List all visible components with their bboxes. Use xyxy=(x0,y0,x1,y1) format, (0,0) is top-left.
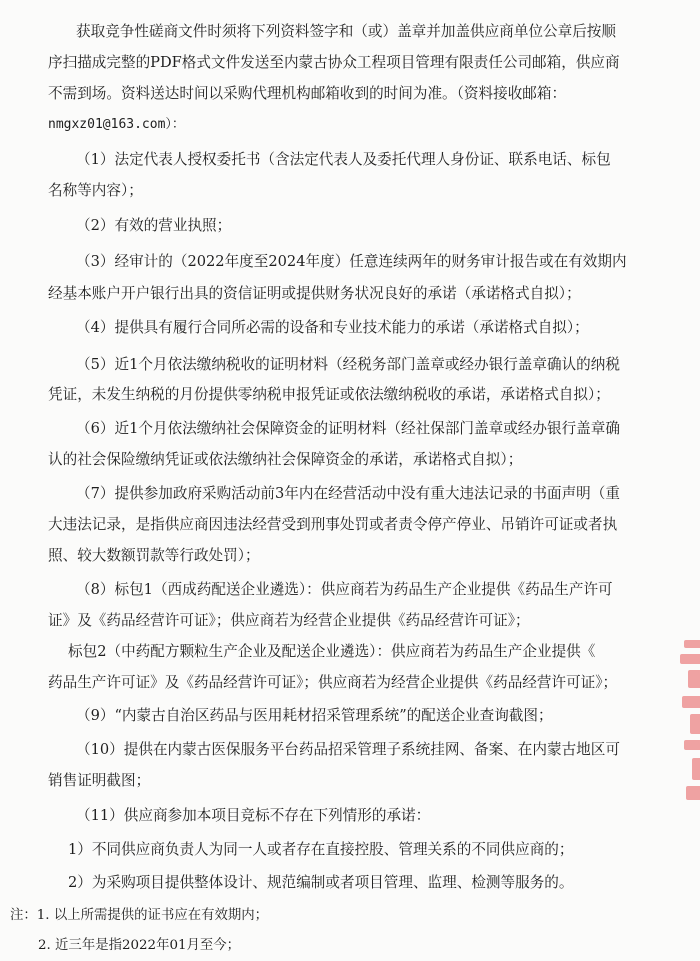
text-line: 经基本账户开户银行出具的资信证明或提供财务状况良好的承诺（承诺格式自拟）； xyxy=(48,285,581,302)
list-item-11: （11）供应商参加本项目竞标不存在下列情形的承诺： xyxy=(76,807,431,824)
text-line: 照、较大数额罚款等行政处罚）； xyxy=(48,547,260,564)
email-line: nmgxz01@163.com）： xyxy=(48,117,185,132)
text-line: 认的社会保险缴纳凭证或依法缴纳社会保障资金的承诺，承诺格式自拟）； xyxy=(48,451,523,468)
list-item-7: （7）提供参加政府采购活动前3年内在经营活动中没有重大违法记录的书面声明（重 xyxy=(76,485,620,502)
text-line: 获取竞争性磋商文件时须将下列资料签字和（或）盖章并加盖供应商单位公章后按顺 xyxy=(76,23,616,40)
text-line: 证》及《药品经营许可证》；供应商若为经营企业提供《药品经营许可证》； xyxy=(48,612,530,629)
text-line: 销售证明截图； xyxy=(48,772,151,789)
list-item-5: （5）近1个月依法缴纳税收的证明材料（经税务部门盖章或经办银行盖章确认的纳税 xyxy=(76,356,620,373)
note-line-2: 2. 近三年是指2022年01月至今； xyxy=(38,938,241,953)
list-item-2: （2）有效的营业执照； xyxy=(76,217,232,234)
list-item-9: （9）“内蒙古自治区药品与医用耗材招采管理系统”的配送企业查询截图； xyxy=(76,707,553,724)
list-item-6: （6）近1个月依法缴纳社会保障资金的证明材料（经社保部门盖章或经办银行盖章确 xyxy=(76,420,620,437)
list-item-1: （1）法定代表人授权委托书（含法定代表人及委托代理人身份证、联系电话、标包 xyxy=(76,151,611,168)
package-2-line: 标包2（中药配方颗粒生产企业及配送企业遴选）：供应商若为药品生产企业提供《 xyxy=(68,643,596,660)
list-item-3: （3）经审计的（2022年度至2024年度）任意连续两年的财务审计报告或在有效期内 xyxy=(76,253,627,270)
sub-item-1: 1）不同供应商负责人为同一人或者存在直接控股、管理关系的不同供应商的； xyxy=(68,841,574,858)
seal-stamp-fragment xyxy=(678,640,700,810)
text-line: 凭证，未发生纳税的月份提供零纳税申报凭证或依法缴纳税收的承诺，承诺格式自拟）； xyxy=(48,386,610,403)
text-line: 不需到场。资料送达时间以采购代理机构邮箱收到的时间为准。（资料接收邮箱： xyxy=(48,85,567,102)
sub-item-2: 2）为采购项目提供整体设计、规范编制或者项目管理、监理、检测等服务的。 xyxy=(68,874,574,891)
text-line: 大违法记录，是指供应商因违法经营受到刑事处罚或者责令停产停业、吊销许可证或者执 xyxy=(48,516,618,533)
list-item-4: （4）提供具有履行合同所必需的设备和专业技术能力的承诺（承诺格式自拟）； xyxy=(76,319,589,336)
list-item-8: （8）标包1（西成药配送企业遴选）：供应商若为药品生产企业提供《药品生产许可 xyxy=(76,581,613,598)
text-line: 名称等内容）； xyxy=(48,182,143,199)
list-item-10: （10）提供在内蒙古医保服务平台药品招采管理子系统挂网、备案、在内蒙古地区可 xyxy=(76,741,620,758)
text-line: 序扫描成完整的PDF格式文件发送至内蒙古协众工程项目管理有限责任公司邮箱，供应商 xyxy=(48,54,620,71)
note-line-1: 注：1. 以上所需提供的证书应在有效期内； xyxy=(10,908,269,923)
text-line: 药品生产许可证》及《药品经营许可证》；供应商若为经营企业提供《药品经营许可证》； xyxy=(48,674,618,691)
